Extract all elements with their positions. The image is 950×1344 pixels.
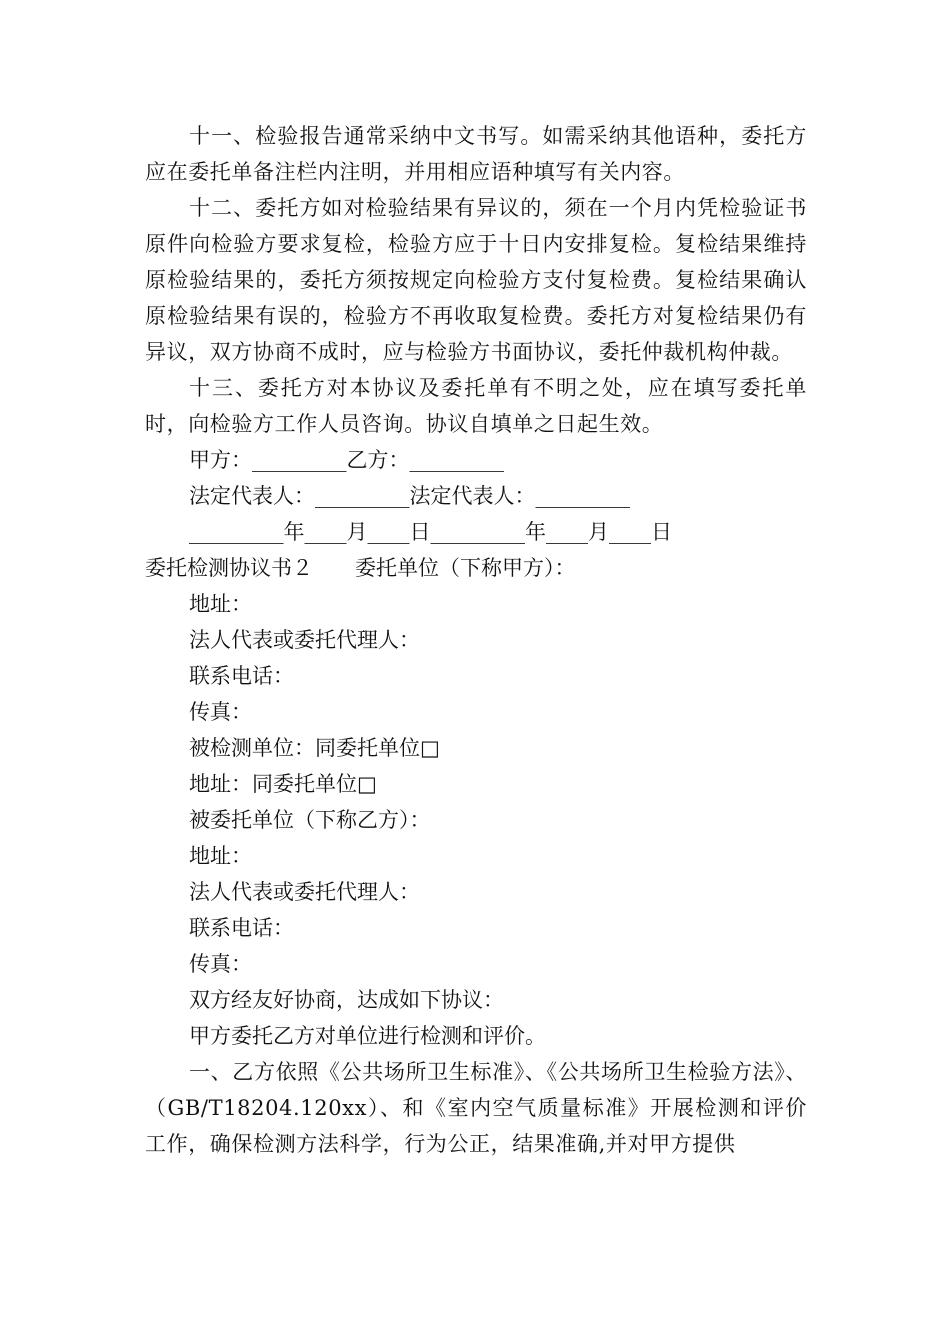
clause-11: 十一、检验报告通常采纳中文书写。如需采纳其他语种，委托方应在委托单备注栏内注明，并用相应语种填写有关内容。	[145, 124, 807, 184]
signature-parties-line: 甲方：_________乙方：_________	[189, 448, 504, 472]
date-line: _________年____月____日_________年____月____日	[189, 520, 672, 544]
party-b-phone: 联系电话：	[189, 916, 294, 940]
clause-1: 一、乙方依照《公共场所卫生标准》、《公共场所卫生检验方法》、（GB/T18204.120xx）、和《室内空气质量标准》开展检测和评价工作，确保检测方法科学，行为公正，结果准确,并对甲方提供	[145, 1060, 807, 1156]
party-a-representative: 法人代表或委托代理人：	[189, 628, 420, 652]
legal-representative-line: 法定代表人：_________法定代表人：_________	[189, 484, 630, 508]
party-a-fax: 传真：	[189, 700, 252, 724]
party-b-representative: 法人代表或委托代理人：	[189, 880, 420, 904]
clause-13: 十三、委托方对本协议及委托单有不明之处，应在填写委托单时，向检验方工作人员咨询。协议自填单之日起生效。	[145, 376, 807, 436]
party-a-phone: 联系电话：	[189, 664, 294, 688]
party-b-address: 地址：	[189, 844, 252, 868]
clause-12: 十二、委托方如对检验结果有异议的，须在一个月内凭检验证书原件向检验方要求复检，检验方应于十日内安排复检。复检结果维持原检验结果的，委托方须按规定向检验方支付复检费。复检结果确认原检验结果有误的，检验方不再收取复检费。委托方对复检结果仍有异议，双方协商不成时，应与检验方书面协议，委托仲裁机构仲裁。	[145, 196, 807, 364]
agreement-purpose: 甲方委托乙方对单位进行检测和评价。	[189, 1024, 546, 1048]
party-b-fax: 传真：	[189, 952, 252, 976]
agreement-2-heading: 委托检测协议书２ 委托单位（下称甲方）：	[145, 556, 576, 580]
document-body	[145, 118, 807, 1162]
agreement-intro: 双方经友好协商，达成如下协议：	[189, 988, 504, 1012]
inspected-unit: 被检测单位：同委托单位□	[189, 736, 440, 760]
party-b-heading: 被委托单位（下称乙方）：	[189, 808, 431, 832]
inspected-unit-address: 地址：同委托单位□	[189, 772, 377, 796]
party-a-address: 地址：	[189, 592, 252, 616]
